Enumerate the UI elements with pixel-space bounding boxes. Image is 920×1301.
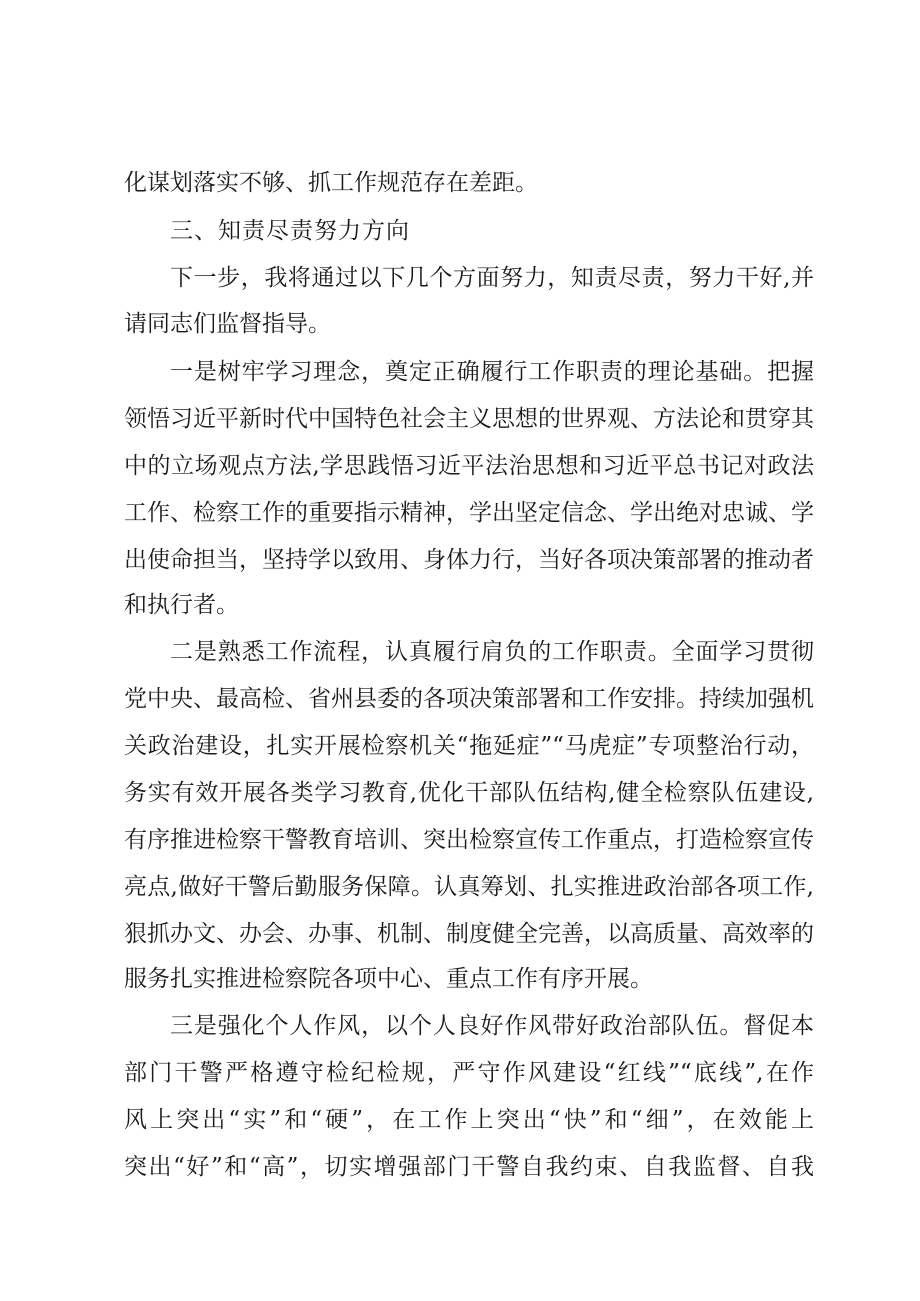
paragraph-line: 请同志们监督指导。 [124, 311, 331, 337]
paragraph-line: 服务扎实推进检察院各项中心、重点工作有序开展。 [124, 966, 653, 992]
paragraph-line: 下一步，我将通过以下几个方面努力，知责尽责，努力干好,并 [170, 265, 814, 291]
paragraph-line: 狠抓办文、办会、办事、机制、制度健全完善，以高质量、高效率的 [124, 921, 814, 947]
paragraph-line: 一是树牢学习理念，奠定正确履行工作职责的理论基础。把握 [170, 359, 814, 385]
paragraph-line: 有序推进检察干警教育培训、突出检察宣传工作重点，打造检察宣传 [124, 827, 814, 853]
paragraph-line: 工作、检察工作的重要指示精神，学出坚定信念、学出绝对忠诚、学 [124, 500, 814, 526]
paragraph-line: 领悟习近平新时代中国特色社会主义思想的世界观、方法论和贯穿其 [124, 406, 814, 432]
paragraph-line: 三是强化个人作风，以个人良好作风带好政治部队伍。督促本 [170, 1013, 814, 1039]
paragraph-line: 化谋划落实不够、抓工作规范存在差距。 [124, 170, 538, 196]
section-heading: 三、知责尽责努力方向 [170, 218, 410, 244]
paragraph-line: 部门干警严格遵守检纪检规，严守作风建设“红线”“底线”,在作 [124, 1060, 814, 1086]
paragraph-line: 出使命担当，坚持学以致用、身体力行，当好各项决策部署的推动者 [124, 547, 814, 573]
paragraph-line: 和执行者。 [124, 592, 239, 618]
paragraph-line: 风上突出“实”和“硬”，在工作上突出“快”和“细”，在效能上 [124, 1107, 814, 1133]
paragraph-line: 二是熟悉工作流程，认真履行肩负的工作职责。全面学习贯彻 [170, 639, 814, 665]
paragraph-line: 亮点,做好干警后勤服务保障。认真筹划、扎实推进政治部各项工作, [124, 874, 814, 900]
paragraph-line: 党中央、最高检、省州县委的各项决策部署和工作安排。持续加强机 [124, 686, 814, 712]
paragraph-line: 中的立场观点方法,学思践悟习近平法治思想和习近平总书记对政法 [124, 453, 814, 479]
paragraph-line: 关政治建设，扎实开展检察机关“拖延症”“马虎症”专项整治行动， [124, 733, 814, 759]
paragraph-line: 务实有效开展各类学习教育,优化干部队伍结构,健全检察队伍建设, [124, 780, 814, 806]
paragraph-line: 突出“好”和“高”，切实增强部门干警自我约束、自我监督、自我 [124, 1154, 814, 1180]
